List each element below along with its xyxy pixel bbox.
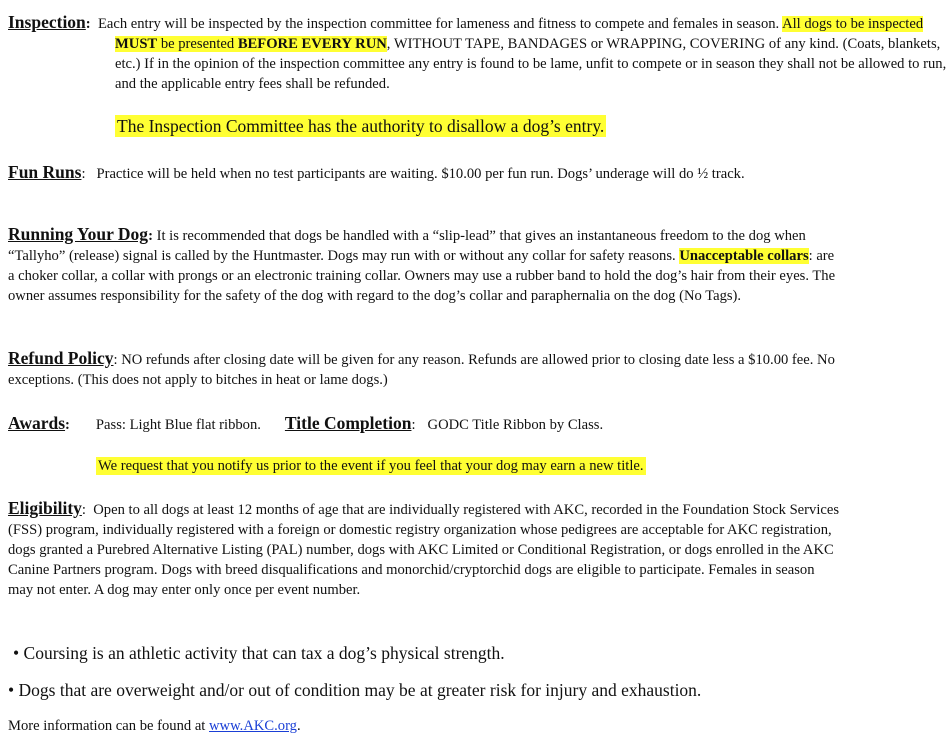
must-text: MUST	[115, 36, 158, 52]
bullet-text-2: Dogs that are overweight and/or out of condition may be at greater risk for injury and exhaustion.	[18, 680, 702, 700]
awards-section	[8, 413, 840, 435]
refund-heading: Refund Policy	[8, 348, 114, 368]
title-completion-heading: Title Completion	[284, 413, 412, 433]
fun-runs-section	[8, 162, 944, 184]
more-info-text: More information can be found at	[8, 718, 210, 734]
bullet-item	[8, 679, 840, 701]
eligibility-text: Open to all dogs at least 12 months of age that are individually registered with AKC, recorded in the Foundation Stock Services (FSS) program, individually registered with a foreign or domestic registry organization whose pedigrees are acceptable for AKC registration, dogs granted a Purebred Alternative Listing (PAL) number, dogs with AKC Limited or Conditional Registration, or dogs enrolled in the AKC Canine Partners program. Dogs with breed disqualifications and monorchid/cryptorchid dogs are eligible to participate. Females in season may not enter. A dog may enter only once per event number.	[8, 502, 840, 598]
inspection-hl-text-2: be presented	[160, 36, 235, 52]
running-text-1: It is recommended that dogs be handled with a “slip-lead” that gives an instantaneous freedom to the dog when “Tallyho” (release) signal is called by the Huntmaster. Dogs may run with or without any collar for safety reasons.	[8, 228, 806, 264]
bullet-glyph: •	[8, 680, 15, 700]
awards-colon: :	[65, 417, 70, 433]
unacceptable-collars: Unacceptable collars	[679, 248, 809, 264]
akc-link[interactable]: www.AKC.org	[209, 718, 297, 734]
title-completion-colon: :	[411, 417, 416, 433]
more-info-end: .	[296, 718, 301, 734]
running-heading: Running Your Dog	[8, 224, 149, 244]
fun-runs-colon: :	[81, 166, 86, 182]
inspection-hl-text-1: All dogs to be inspected	[782, 16, 924, 32]
authority-text: The Inspection Committee has the authority to disallow a dog’s entry.	[117, 116, 605, 136]
fun-runs-text: Practice will be held when no test participants are waiting. $10.00 per fun run. Dogs’ underage will do ½ track.	[96, 166, 745, 182]
inspection-colon: :	[85, 16, 91, 32]
more-info-section	[8, 716, 840, 736]
notify-section	[96, 456, 646, 476]
eligibility-colon: :	[81, 502, 86, 518]
inspection-text-2: , WITHOUT TAPE, BANDAGES or WRAPPING, COVERING of any kind. (Coats, blankets, etc.) If in the opinion of the inspection committee any entry is found to be lame, unfit to compete or in season they shall not be allowed to run, and the applicable entry fees shall be refunded.	[115, 36, 947, 92]
eligibility-heading: Eligibility	[8, 498, 82, 518]
running-colon: :	[148, 228, 153, 244]
inspection-heading: Inspection	[8, 12, 86, 32]
awards-heading: Awards	[8, 413, 66, 433]
title-completion-text: GODC Title Ribbon by Class.	[427, 417, 604, 433]
inspection-text-1: Each entry will be inspected by the inspection committee for lameness and fitness to compete and females in season.	[97, 16, 780, 32]
bullet-text-1: Coursing is an athletic activity that can tax a dog’s physical strength.	[23, 643, 505, 663]
inspection-section	[8, 12, 947, 94]
before-every-run-text: BEFORE EVERY RUN	[237, 36, 387, 52]
inspection-authority	[115, 116, 606, 138]
refund-policy-section	[8, 348, 840, 390]
refund-colon: :	[113, 352, 118, 368]
fun-runs-heading: Fun Runs	[8, 162, 82, 182]
running-your-dog-section	[8, 224, 840, 306]
notify-text: We request that you notify us prior to the event if you feel that your dog may earn a new title.	[98, 458, 644, 474]
bullet-glyph: •	[13, 643, 20, 663]
refund-text: NO refunds after closing date will be given for any reason. Refunds are allowed prior to closing date less a $10.00 fee. No exceptions. (This does not apply to bitches in heat or lame dogs.)	[8, 352, 835, 388]
eligibility-section	[8, 498, 840, 600]
running-text-2: : are a choker collar, a collar with prongs or an electronic training collar. Owners may use a rubber band to hold the dog’s hair from their eyes. The owner assumes responsibility for the safety of the dog with regard to the dog’s collar and paraphernalia on the dog (No Tags).	[8, 248, 836, 304]
awards-text: Pass: Light Blue flat ribbon.	[95, 417, 261, 433]
bullet-item	[13, 642, 845, 664]
